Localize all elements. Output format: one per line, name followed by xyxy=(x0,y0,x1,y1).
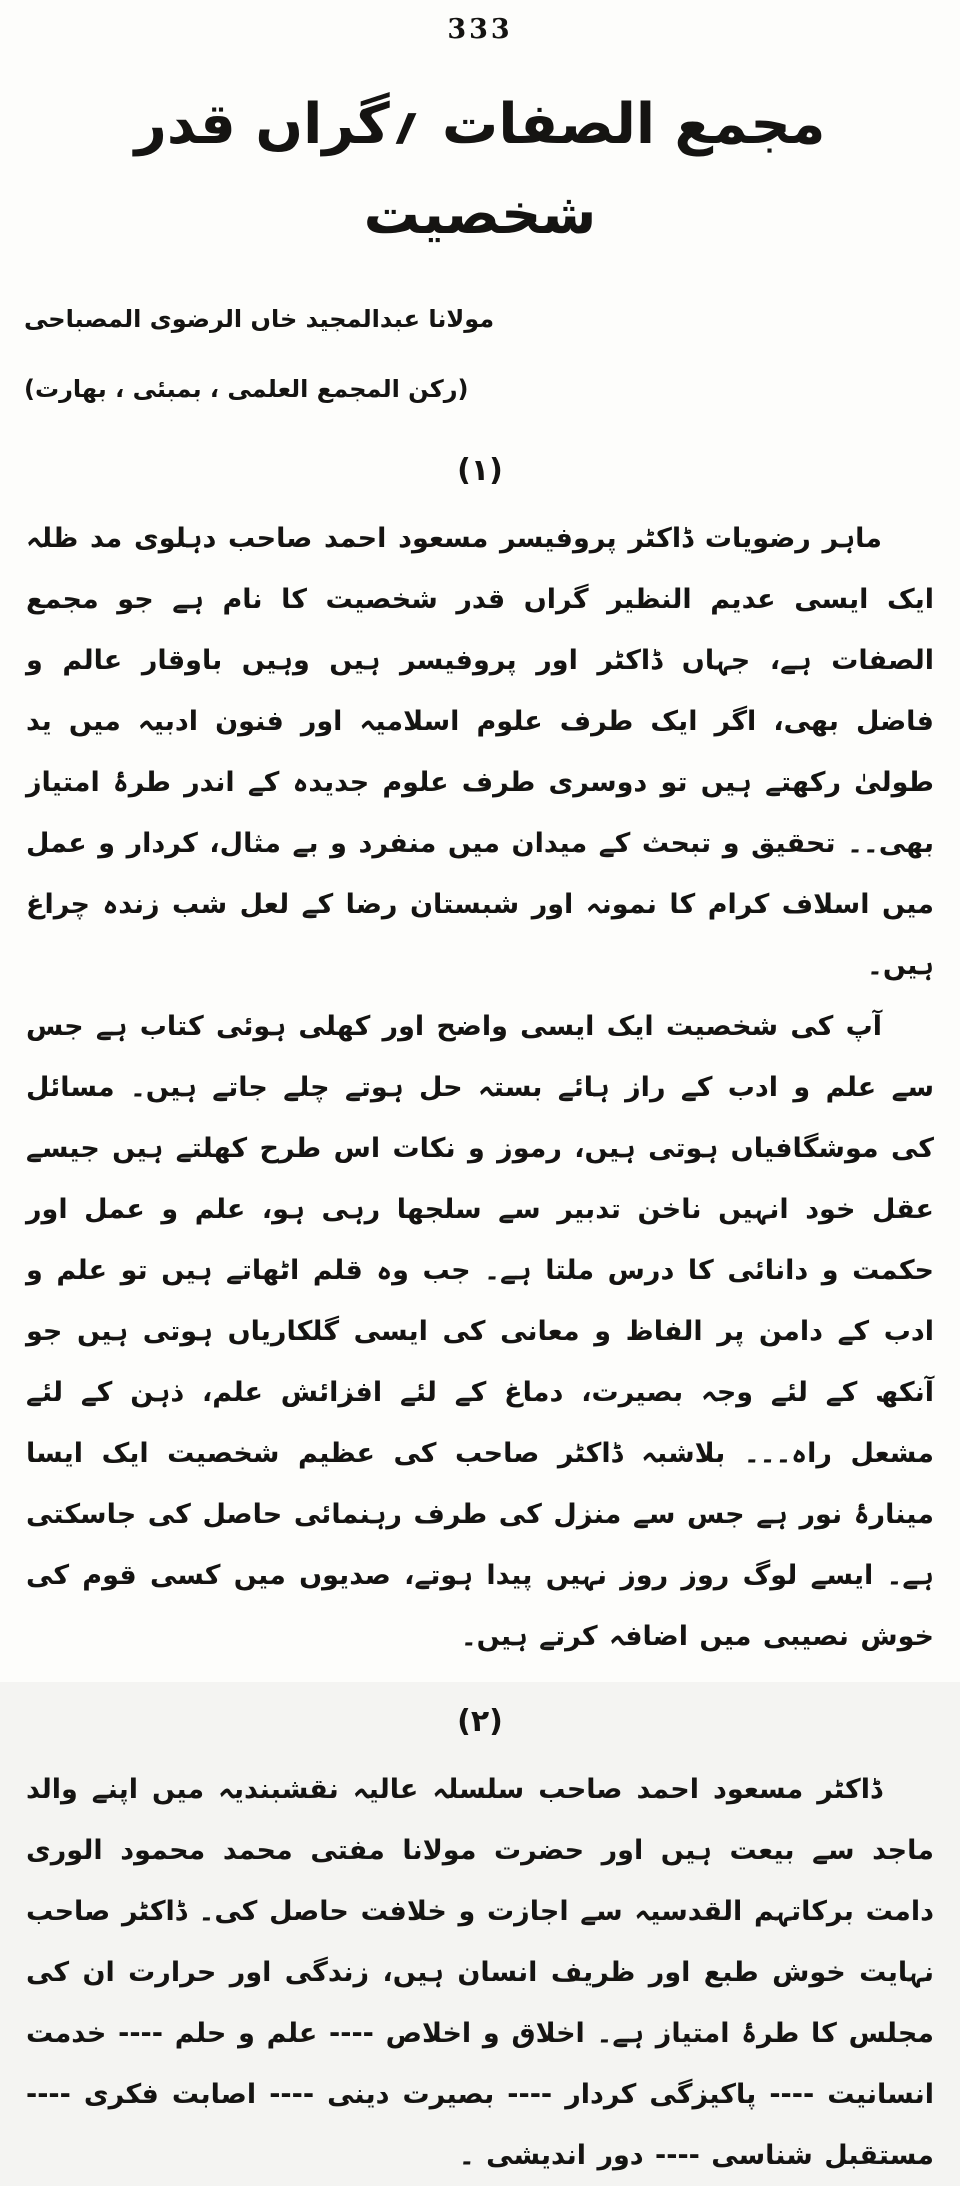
author-affiliation: (رکن المجمع العلمی ، بمبئی ، بھارت) xyxy=(24,374,469,403)
author-name: مولانا عبدالمجید خاں الرضوی المصباحی xyxy=(24,305,495,334)
article-title: مجمع الصفات ؍گراں قدر شخصیت xyxy=(134,92,826,247)
author-block xyxy=(0,285,960,424)
section-marker-1: (۱) xyxy=(457,453,503,489)
page-number: 333 xyxy=(447,14,513,45)
section-marker-2: (۲) xyxy=(457,1704,503,1740)
section-1-paragraph-2: آپ کی شخصیت ایک ایسی واضح اور کھلی ہوئی کتاب ہے جس سے علم و ادب کے راز ہائے بستہ حل ہوتے چلے جاتے ہیں۔ مسائل کی موشگافیاں ہوتی ہیں، رموز و نکات اس طرح کھلتے ہیں جیسے عقل خود انہیں ناخن تدبیر سے سلجھا رہی ہو، علم و عمل اور حکمت و دانائی کا درس ملتا ہے۔ جب وہ قلم اٹھاتے ہیں تو علم و ادب کے دامن پر الفاظ و معانی کی ایسی گلکاریاں ہوتی ہیں جو آنکھ کے لئے وجہ بصیرت، دماغ کے لئے افزائش علم، ذہن کے لئے مشعل راہ۔۔۔ بلاشبہ ڈاکٹر صاحب کی عظیم شخصیت ایک ایسا مینارۂ نور ہے جس سے منزل کی طرف رہنمائی حاصل کی جاسکتی ہے۔ ایسے لوگ روز روز نہیں پیدا ہوتے، صدیوں میں کسی قوم کی خوش نصیبی میں اضافہ کرتے ہیں۔ xyxy=(26,1011,934,1653)
section-2-paragraph-1: ڈاکٹر مسعود احمد صاحب سلسلہ عالیہ نقشبندیہ میں اپنے والد ماجد سے بیعت ہیں اور حضرت مولانا مفتی محمد محمود الوری دامت برکاتہم القدسیہ سے اجازت و خلافت حاصل کی۔ ڈاکٹر صاحب نہایت خوش طبع اور ظریف انسان ہیں، زندگی اور حرارت ان کی مجلس کا طرۂ امتیاز ہے۔ اخلاق و اخلاص ---- علم و حلم ---- خدمت انسانیت ---- پاکیزگی کردار ---- بصیرت دینی ---- اصابت فکری ---- مستقبل شناسی ---- دور اندیشی ۔ xyxy=(26,1774,934,2172)
section-1-paragraph-1: ماہر رضویات ڈاکٹر پروفیسر مسعود احمد صاحب دہلوی مد ظلہ ایک ایسی عدیم النظیر گراں قدر شخصیت کا نام ہے جو مجمع الصفات ہے، جہاں ڈاکٹر اور پروفیسر ہیں وہیں باوقار عالم و فاضل بھی، اگر ایک طرف علوم اسلامیہ اور فنون ادبیہ میں ید طولیٰ رکھتے ہیں تو دوسری طرف علوم جدیدہ کے اندر طرۂ امتیاز بھی۔۔ تحقیق و تبحث کے میدان میں منفرد و بے مثال، کردار و عمل میں اسلاف کرام کا نمونہ اور شبستان رضا کے لعل شب زندہ چراغ ہیں۔ xyxy=(26,523,934,982)
